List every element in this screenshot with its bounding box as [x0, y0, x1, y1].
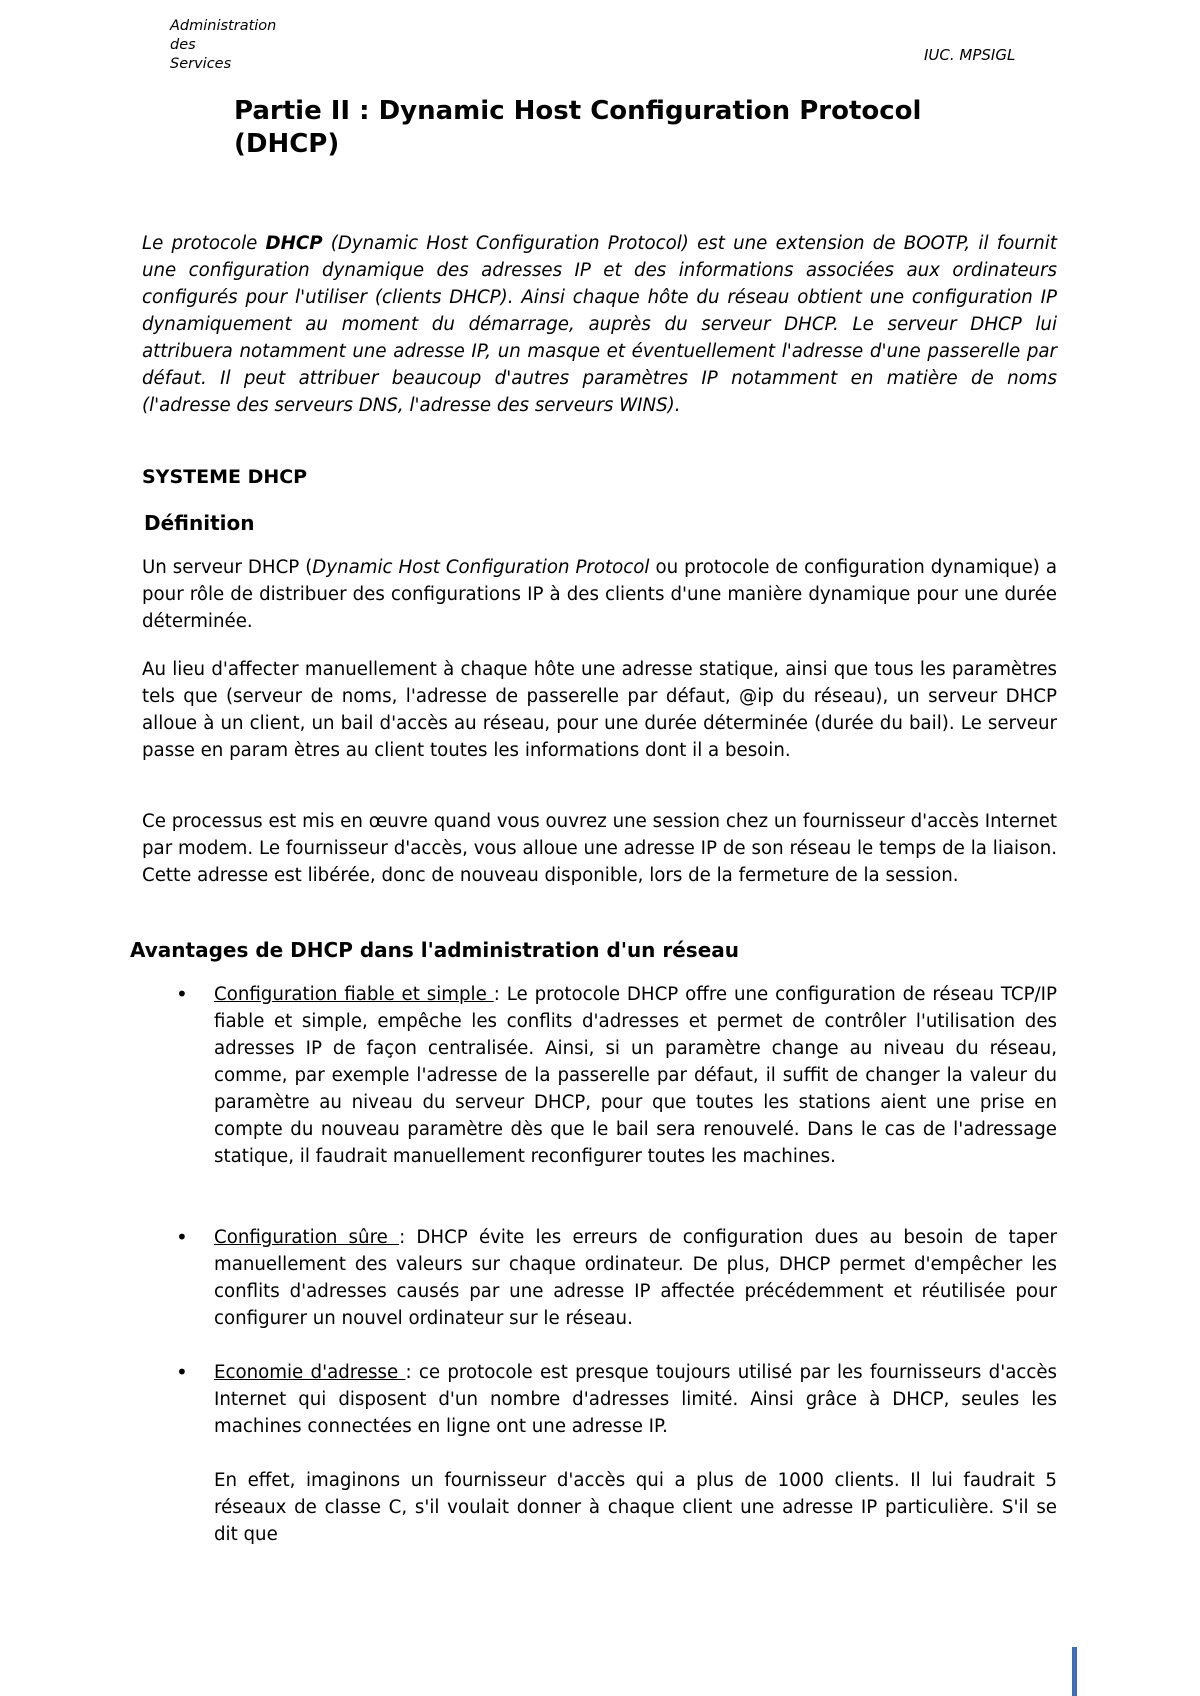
- bullet-text: : ce protocole est presque toujours utilisé par les fournisseurs d'accès Internet qui disposent d'un nombre d'adresses limité. Ainsi grâce à DHCP, seules les machines connectées en ligne ont une adresse IP.: [214, 1362, 1058, 1437]
- bullet-dot-icon: •: [176, 1360, 188, 1384]
- page-title: Partie II : Dynamic Host Configuration Protocol (DHCP): [234, 96, 922, 159]
- intro-lead: Le protocole: [142, 233, 266, 254]
- intro-paragraph: [142, 230, 1057, 419]
- bullet-text: : DHCP évite les erreurs de configuration dues au besoin de taper manuellement des valeurs sur chaque ordinateur. De plus, DHCP permet d'empêcher les conflits d'adresses causés par une adresse IP affectée précédemment et réutilisée pour configurer un nouvel ordinateur sur le réseau.: [214, 1227, 1057, 1329]
- header-left: [170, 17, 310, 72]
- bullet-dot-icon: •: [176, 1225, 188, 1249]
- bullet-item: [214, 981, 1057, 1170]
- header-left-line-1: Administration: [170, 18, 277, 34]
- header-left-line-2: des: [170, 37, 196, 53]
- section-heading-systeme: SYSTEME DHCP: [142, 466, 308, 488]
- intro-bold-term: DHCP: [265, 233, 323, 254]
- definition-italic: Dynamic Host Configuration Protocol: [312, 557, 650, 578]
- paragraph-processus: Ce processus est mis en œuvre quand vous ouvrez une session chez un fournisseur d'accès Internet par modem. Le fournisseur d'accès, vous alloue une adresse IP de son réseau le temps de la liaison. Cette adresse est libérée, donc de nouveau disponible, lors de la fermeture de la session.: [142, 811, 1057, 886]
- page-margin-bar: [1072, 1647, 1077, 1696]
- bullet-text: : Le protocole DHCP offre une configuration de réseau TCP/IP fiable et simple, empêche les conflits d'adresses et permet de contrôler l'utilisation des adresses IP de façon centralisée. Ainsi, si un paramètre change au niveau du réseau, comme, par exemple l'adresse de la passerelle par défaut, il suffit de changer la valeur du paramètre au niveau du serveur DHCP, pour que toutes les stations aient une prise en compte du nouveau paramètre dès que le bail sera renouvelé. Dans le cas de l'adressage statique, il faudrait manuellement reconfigurer toutes les machines.: [214, 984, 1057, 1167]
- bullet-term: Configuration sûre: [214, 1227, 400, 1248]
- section-heading-definition: Définition: [144, 511, 255, 535]
- header-right: IUC. MPSIGL: [924, 46, 1016, 64]
- definition-lead: Un serveur DHCP (: [142, 557, 313, 578]
- bullet-term: Economie d'adresse: [214, 1362, 406, 1383]
- intro-text: (Dynamic Host Configuration Protocol) est une extension de BOOTP, il fournit une configuration dynamique des adresses IP et des informations associées aux ordinateurs configurés pour l'utiliser (clients DHCP). Ainsi chaque hôte du réseau obtient une configuration IP dynamiquement au moment du démarrage, auprès du serveur DHCP. Le serveur DHCP lui attribuera notamment une adresse IP, un masque et éventuellement l'adresse d'une passerelle par défaut. Il peut attribuer beaucoup d'autres paramètres IP notamment en matière de noms (l'adresse des serveurs DNS, l'adresse des serveurs WINS).: [142, 233, 1057, 416]
- definition-paragraph: [142, 554, 1057, 635]
- bullet-item: [214, 1224, 1057, 1332]
- bullet-dot-icon: •: [176, 982, 188, 1006]
- bullet-continuation: En effet, imaginons un fournisseur d'accès qui a plus de 1000 clients. Il lui faudrait 5 réseaux de classe C, s'il voulait donner à chaque client une adresse IP particulière. S'il se dit que: [214, 1470, 1057, 1545]
- definition-rest: ou protocole de configuration dynamique) a pour rôle de distribuer des configurations IP à des clients d'une manière dynamique pour une durée déterminée.: [142, 557, 1057, 632]
- bullet-term: Configuration fiable et simple: [214, 984, 494, 1005]
- paragraph-bail: Au lieu d'affecter manuellement à chaque hôte une adresse statique, ainsi que tous les paramètres tels que (serveur de noms, l'adresse de passerelle par défaut, @ip du réseau), un serveur DHCP alloue à un client, un bail d'accès au réseau, pour une durée déterminée (durée du bail). Le serveur passe en param ètres au client toutes les informations dont il a besoin.: [142, 659, 1057, 761]
- section-heading-avantages: Avantages de DHCP dans l'administration d'un réseau: [130, 938, 740, 962]
- header-left-line-3: Services: [170, 56, 232, 72]
- bullet-item: [214, 1359, 1057, 1440]
